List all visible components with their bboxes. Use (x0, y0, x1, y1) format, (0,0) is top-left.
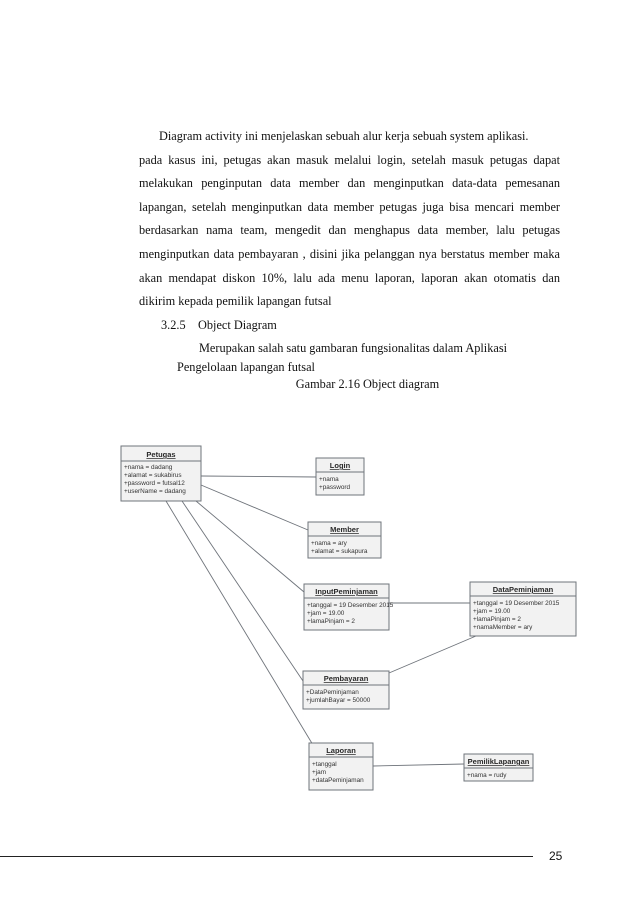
datapeminjaman-attr: +lamaPinjam = 2 (473, 616, 521, 623)
section-text-line1: Merupakan salah satu gambaran fungsionalitas dalam Aplikasi (199, 341, 508, 355)
connector-laporan-pemilik (373, 764, 464, 766)
connector-petugas-member (201, 485, 308, 530)
pemiliklapangan-title: PemilikLapangan (467, 757, 530, 766)
object-laporan (309, 743, 373, 790)
footer-rule (0, 856, 533, 857)
pembayaran-attr: +DataPeminjaman (306, 689, 359, 696)
member-attr: +alamat = sukapura (311, 548, 368, 555)
datapeminjaman-attr: +namaMember = ary (473, 624, 533, 631)
inputpeminjaman-attr: +tanggal = 19 Desember 2015 (307, 602, 394, 609)
login-title: Login (329, 461, 351, 470)
member-attr: +nama = ary (311, 540, 347, 547)
datapeminjaman-attr: +jam = 19.00 (473, 608, 511, 615)
login-attr: +password (319, 484, 351, 491)
pembayaran-title: Pembayaran (323, 674, 369, 683)
pembayaran-attr: +jumlahBayar = 50000 (306, 697, 371, 704)
laporan-attr: +dataPeminjaman (312, 777, 364, 784)
connector-petugas-pembayaran (182, 501, 303, 681)
laporan-title: Laporan (326, 746, 356, 755)
section-text-line2: Pengelolaan lapangan futsal (177, 360, 315, 374)
paragraph-continuation: pada kasus ini, petugas akan masuk melalui login, setelah masuk petugas dapat melakukan penginputan data member dan menginputkan data-data pemesanan lapangan, setelah menginputkan data member petugas juga bisa mencari member berdasarkan nama team, mengedit dan menghapus data member, lalu petugas menginputkan data pembayaran , disini jika pelanggan nya berstatus member maka akan mendapat diskon 10%, lalu ada menu laporan, laporan akan otomatis dan dikirim kepada pemilik lapangan futsal (139, 152, 560, 309)
object-pembayaran (303, 671, 389, 709)
datapeminjaman-attr: +tanggal = 19 Desember 2015 (473, 600, 560, 607)
section-number: 3.2.5 (161, 318, 186, 332)
petugas-attr: +password = futsal12 (124, 480, 185, 487)
section-title: Object Diagram (198, 318, 277, 332)
pemiliklapangan-attr: +nama = rudy (467, 772, 507, 779)
object-datapeminjaman (470, 582, 576, 636)
datapeminjaman-title: DataPeminjaman (492, 585, 554, 594)
petugas-attr: +alamat = sukabirus (124, 472, 182, 479)
page-number: 25 (549, 849, 563, 863)
petugas-attr: +nama = dadang (124, 464, 173, 471)
object-login (316, 458, 364, 495)
laporan-attr: +tanggal (312, 761, 337, 768)
paragraph-first-line: Diagram activity ini menjelaskan sebuah alur kerja sebuah system aplikasi. (159, 129, 529, 143)
inputpeminjaman-title: InputPeminjaman (315, 587, 378, 596)
connector-petugas-login (201, 476, 316, 477)
petugas-title: Petugas (146, 450, 176, 459)
connector-pembayaran-data (389, 636, 476, 673)
petugas-attr: +userName = dadang (124, 488, 186, 495)
laporan-attr: +jam (312, 769, 327, 776)
member-title: Member (330, 525, 359, 534)
inputpeminjaman-attr: +lamaPinjam = 2 (307, 618, 355, 625)
figure-caption-text: Gambar 2.16 Object diagram (295, 377, 440, 391)
object-petugas (121, 446, 201, 501)
inputpeminjaman-attr: +jam = 19.00 (307, 610, 345, 617)
login-attr: +nama (319, 476, 339, 483)
object-inputpeminjaman (304, 584, 394, 630)
object-pemiliklapangan (464, 754, 533, 781)
object-member (308, 522, 381, 558)
